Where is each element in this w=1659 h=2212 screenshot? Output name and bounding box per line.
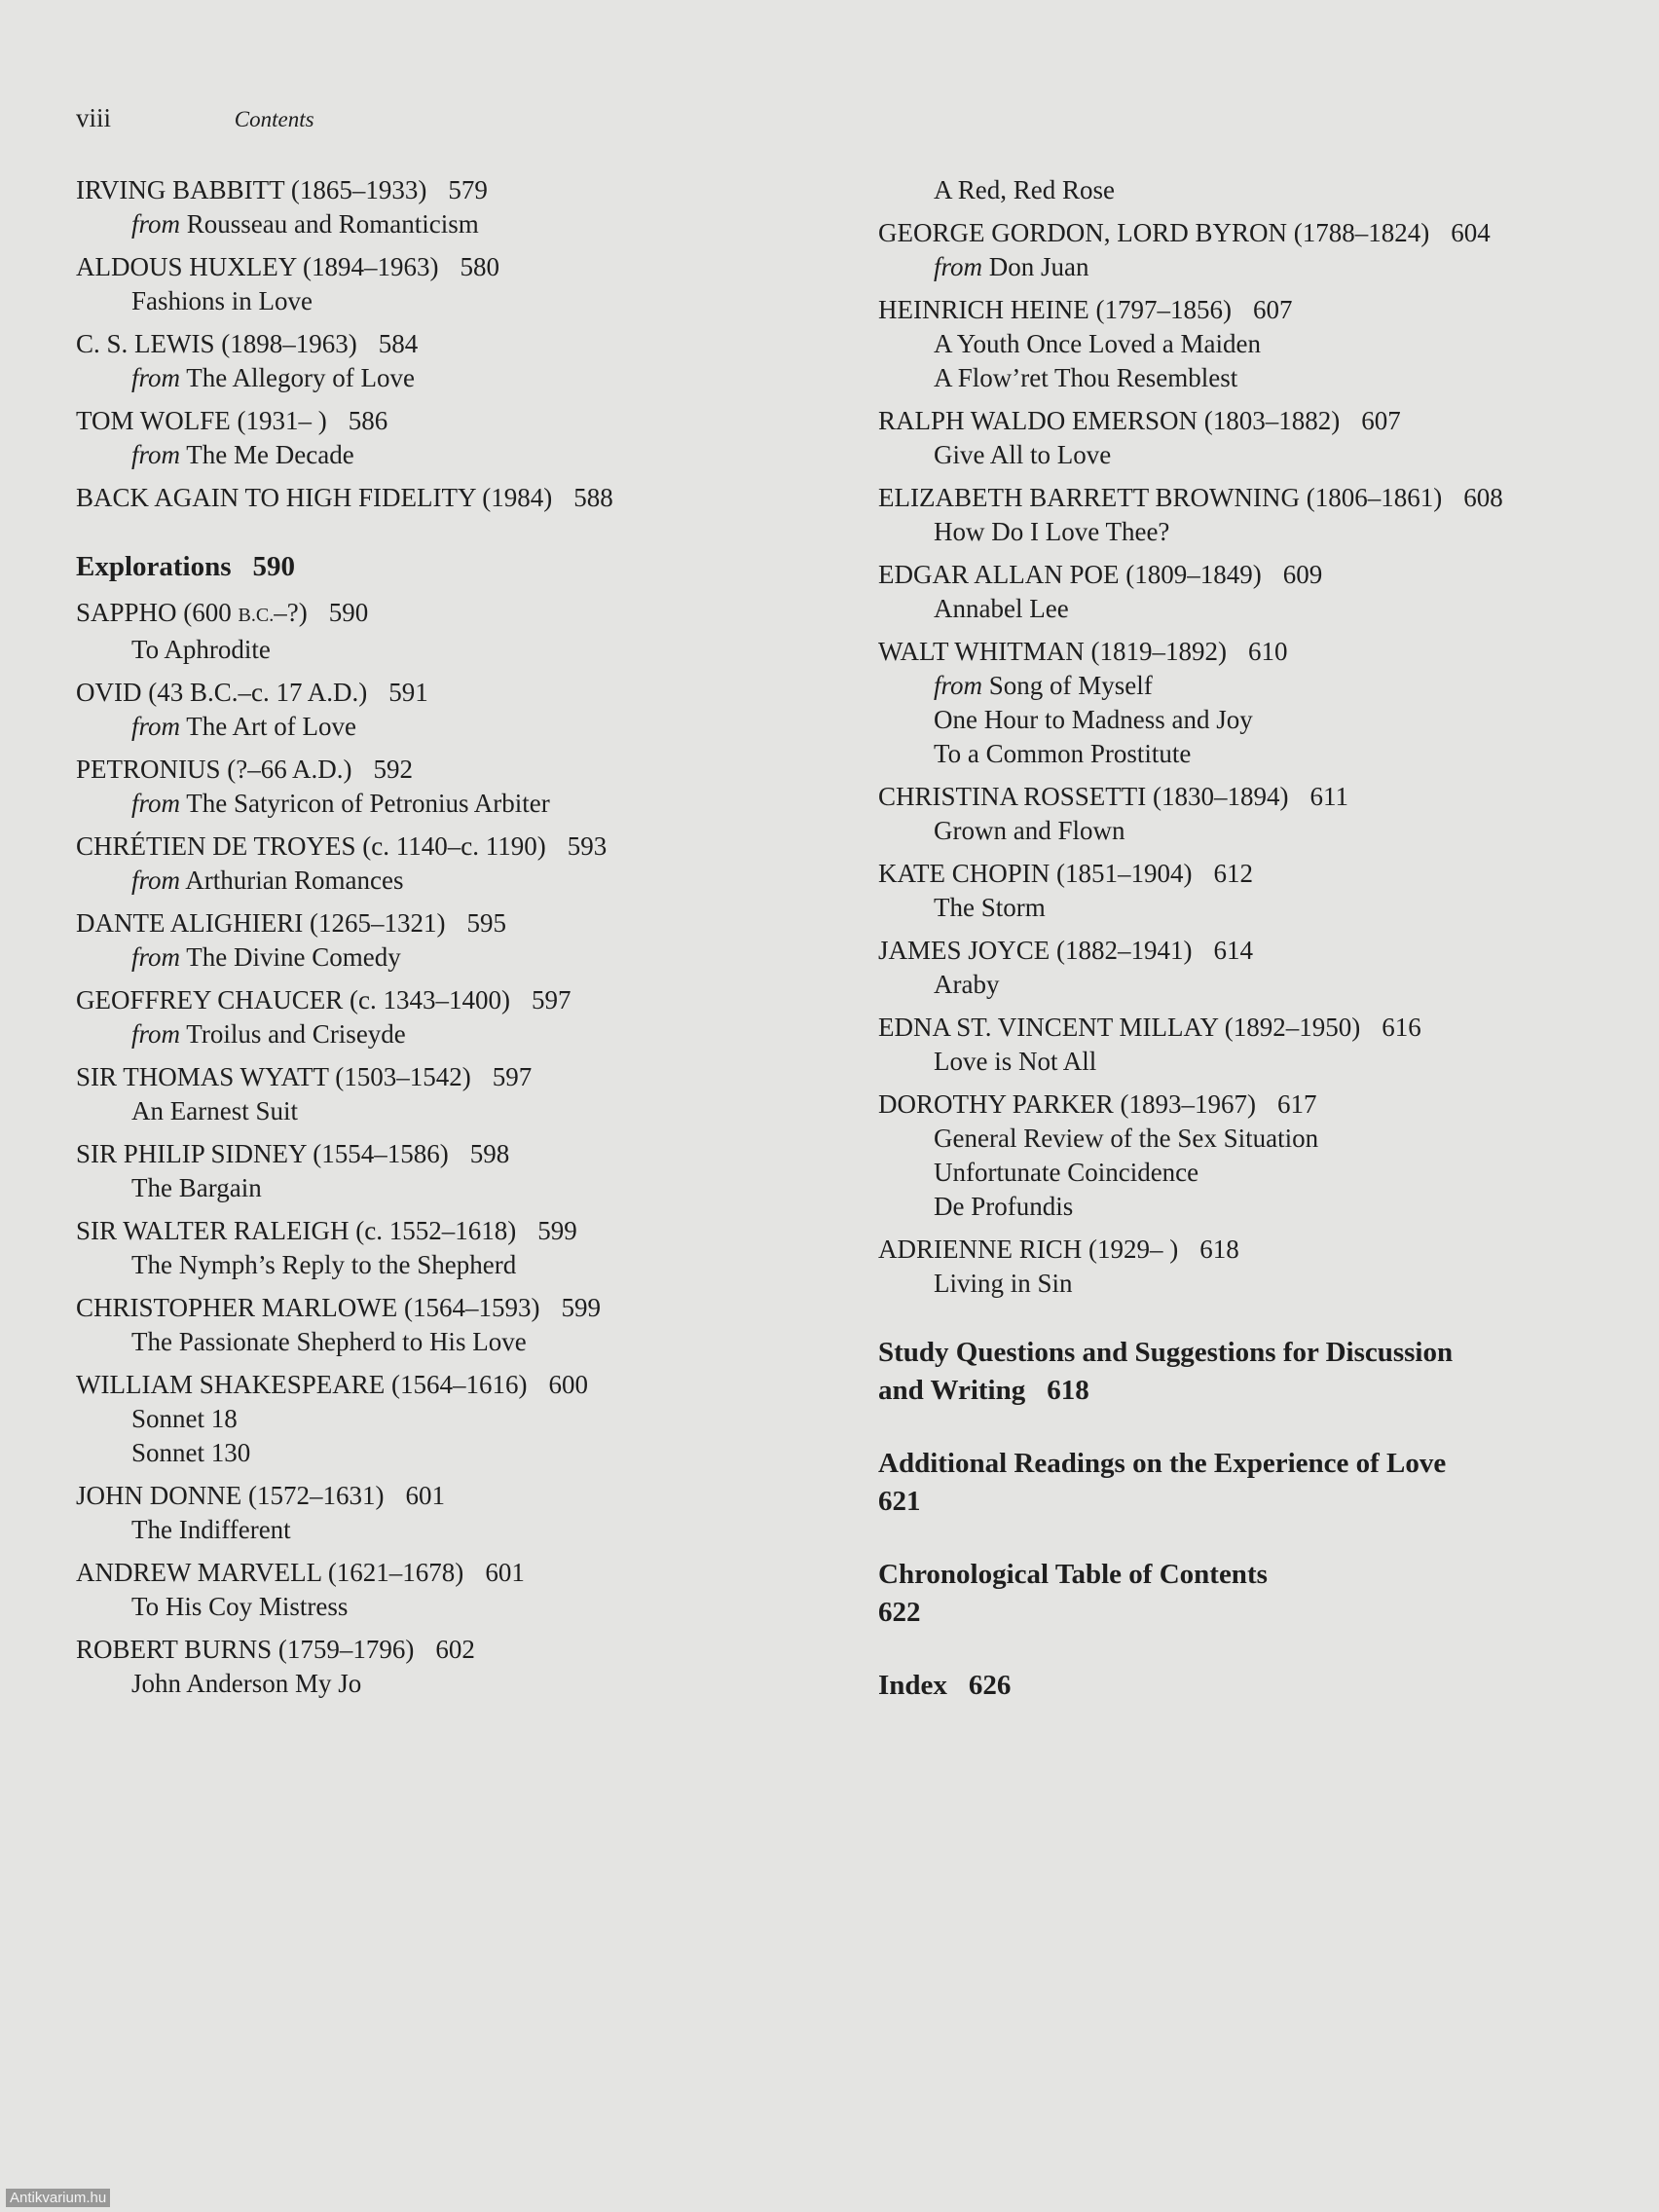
work-title: Don Juan bbox=[988, 252, 1089, 281]
heading-line bbox=[878, 1483, 1638, 1521]
work-title-line bbox=[878, 361, 1638, 395]
author-name: IRVING BABBITT (1865–1933) bbox=[76, 175, 427, 204]
author-line bbox=[76, 1633, 835, 1667]
toc-entry bbox=[76, 983, 835, 1051]
work-title: How Do I Love Thee? bbox=[934, 517, 1170, 546]
author-line bbox=[76, 830, 835, 864]
work-title-line bbox=[878, 250, 1638, 284]
heading-page-number: 622 bbox=[878, 1597, 921, 1628]
section-title: Explorations bbox=[76, 551, 232, 582]
author-line bbox=[878, 481, 1638, 515]
work-title: Araby bbox=[934, 970, 1000, 999]
heading-text: Index bbox=[878, 1670, 947, 1701]
work-title: Love is Not All bbox=[934, 1047, 1097, 1076]
page-header bbox=[76, 103, 314, 133]
toc-entry bbox=[76, 327, 835, 395]
entry-page-number: 591 bbox=[388, 678, 428, 707]
back-matter-heading bbox=[878, 1667, 1638, 1705]
entry-page-number: 580 bbox=[460, 252, 499, 281]
author-line bbox=[878, 293, 1638, 327]
work-title-line bbox=[878, 438, 1638, 472]
author-line bbox=[76, 481, 835, 515]
author-name: CHRISTOPHER MARLOWE (1564–1593) bbox=[76, 1293, 540, 1322]
work-title: John Anderson My Jo bbox=[131, 1669, 362, 1698]
author-line bbox=[76, 676, 835, 710]
work-title: De Profundis bbox=[934, 1192, 1074, 1221]
work-title: The Me Decade bbox=[186, 440, 354, 469]
work-title: To a Common Prostitute bbox=[934, 739, 1192, 768]
author-name: JAMES JOYCE (1882–1941) bbox=[878, 936, 1193, 965]
work-title: To His Coy Mistress bbox=[131, 1592, 349, 1621]
entry-page-number: 616 bbox=[1382, 1013, 1421, 1042]
author-name: EDNA ST. VINCENT MILLAY (1892–1950) bbox=[878, 1013, 1361, 1042]
author-line bbox=[76, 1368, 835, 1402]
work-title-line bbox=[76, 1171, 835, 1205]
author-name: SIR THOMAS WYATT (1503–1542) bbox=[76, 1062, 471, 1091]
right-entries bbox=[878, 173, 1638, 1301]
entry-page-number: 611 bbox=[1309, 782, 1349, 811]
toc-entry bbox=[878, 857, 1638, 925]
entry-page-number: 597 bbox=[532, 985, 571, 1014]
work-title: A Youth Once Loved a Maiden bbox=[934, 329, 1261, 358]
toc-entry bbox=[76, 404, 835, 472]
work-title: The Storm bbox=[934, 893, 1046, 922]
toc-entry bbox=[878, 1233, 1638, 1301]
work-title: Annabel Lee bbox=[934, 594, 1069, 623]
work-title-line bbox=[76, 710, 835, 744]
work-title: Song of Myself bbox=[988, 671, 1153, 700]
from-label: from bbox=[131, 866, 181, 895]
work-title: The Art of Love bbox=[186, 712, 356, 741]
work-title-line bbox=[878, 327, 1638, 361]
author-name: SAPPHO (600 bbox=[76, 598, 239, 627]
running-title: Contents bbox=[234, 107, 314, 131]
entry-page-number: 601 bbox=[485, 1558, 525, 1587]
author-line bbox=[76, 327, 835, 361]
author-line bbox=[76, 906, 835, 940]
work-title: A Flow’ret Thou Resemblest bbox=[934, 363, 1238, 392]
work-title-line bbox=[878, 1122, 1638, 1156]
work-title-line bbox=[76, 207, 835, 241]
author-name: CHRÉTIEN DE TROYES (c. 1140–c. 1190) bbox=[76, 831, 546, 861]
author-line bbox=[878, 1088, 1638, 1122]
author-line bbox=[878, 635, 1638, 669]
work-title-line bbox=[76, 787, 835, 821]
heading-page-number: 618 bbox=[1047, 1375, 1089, 1406]
entry-page-number: 579 bbox=[448, 175, 488, 204]
toc-entry bbox=[878, 481, 1638, 549]
entry-page-number: 593 bbox=[567, 831, 608, 861]
toc-entry bbox=[76, 1633, 835, 1701]
work-title-line bbox=[878, 703, 1638, 737]
work-title-line bbox=[76, 1094, 835, 1128]
work-title: Arthurian Romances bbox=[185, 866, 404, 895]
work-title: The Divine Comedy bbox=[186, 942, 401, 972]
entry-page-number: 618 bbox=[1199, 1235, 1239, 1264]
from-label: from bbox=[131, 942, 181, 972]
author-name: ELIZABETH BARRETT BROWNING (1806–1861) bbox=[878, 483, 1443, 512]
work-title: Troilus and Criseyde bbox=[186, 1019, 406, 1049]
work-title: The Passionate Shepherd to His Love bbox=[131, 1327, 527, 1356]
toc-entry bbox=[878, 1088, 1638, 1224]
author-line bbox=[878, 934, 1638, 968]
work-title-line bbox=[76, 284, 835, 318]
author-name: DANTE ALIGHIERI (1265–1321) bbox=[76, 908, 446, 938]
work-title-line bbox=[76, 1402, 835, 1436]
heading-text: Study Questions and Suggestions for Discussion bbox=[878, 1337, 1454, 1368]
work-title-line bbox=[878, 814, 1638, 848]
author-line bbox=[878, 857, 1638, 891]
back-matter-heading bbox=[878, 1556, 1638, 1632]
work-title: The Indifferent bbox=[131, 1515, 291, 1544]
work-title-line bbox=[878, 1190, 1638, 1224]
entry-page-number: 607 bbox=[1361, 406, 1401, 435]
author-name: GEORGE GORDON, LORD BYRON (1788–1824) bbox=[878, 218, 1430, 247]
work-title: Living in Sin bbox=[934, 1269, 1073, 1298]
entry-page-number: 604 bbox=[1451, 218, 1491, 247]
work-title: A Red, Red Rose bbox=[934, 175, 1115, 204]
author-line bbox=[76, 1137, 835, 1171]
entry-page-number: 609 bbox=[1282, 560, 1323, 589]
author-line bbox=[76, 1291, 835, 1325]
toc-entry bbox=[76, 1291, 835, 1359]
work-title-line bbox=[76, 940, 835, 975]
toc-entry bbox=[76, 1060, 835, 1128]
work-title-line bbox=[76, 864, 835, 898]
back-matter-heading bbox=[878, 1334, 1638, 1410]
section-page-number: 590 bbox=[252, 551, 296, 582]
toc-entry bbox=[76, 1556, 835, 1624]
author-line bbox=[878, 404, 1638, 438]
heading-line bbox=[878, 1334, 1638, 1372]
work-title: General Review of the Sex Situation bbox=[934, 1124, 1319, 1153]
contents-right-column bbox=[878, 173, 1638, 1740]
toc-entry bbox=[878, 558, 1638, 626]
heading-text: Additional Readings on the Experience of Love bbox=[878, 1448, 1447, 1479]
work-title-line bbox=[76, 1325, 835, 1359]
toc-entry bbox=[878, 780, 1638, 848]
author-line bbox=[76, 404, 835, 438]
back-matter-heading bbox=[878, 1445, 1638, 1521]
author-line bbox=[76, 753, 835, 787]
work-title-line bbox=[878, 669, 1638, 703]
work-title: The Nymph’s Reply to the Shepherd bbox=[131, 1250, 517, 1279]
author-line bbox=[76, 596, 835, 633]
author-line bbox=[878, 780, 1638, 814]
author-name: JOHN DONNE (1572–1631) bbox=[76, 1481, 385, 1510]
toc-entry bbox=[76, 830, 835, 898]
work-title-line bbox=[76, 1436, 835, 1470]
author-name: CHRISTINA ROSSETTI (1830–1894) bbox=[878, 782, 1289, 811]
entry-page-number: 614 bbox=[1213, 936, 1254, 965]
heading-line bbox=[878, 1445, 1638, 1483]
heading-line bbox=[878, 1556, 1638, 1594]
entry-page-number: 601 bbox=[405, 1481, 445, 1510]
toc-entry bbox=[76, 596, 835, 667]
toc-entry bbox=[878, 635, 1638, 771]
work-title-line bbox=[76, 1590, 835, 1624]
author-name: ADRIENNE RICH (1929– ) bbox=[878, 1235, 1179, 1264]
author-line bbox=[76, 1479, 835, 1513]
work-title-line bbox=[76, 1017, 835, 1051]
author-name: EDGAR ALLAN POE (1809–1849) bbox=[878, 560, 1262, 589]
toc-entry bbox=[76, 173, 835, 241]
author-line bbox=[76, 1214, 835, 1248]
author-line bbox=[878, 216, 1638, 250]
toc-entry bbox=[76, 250, 835, 318]
author-dates-tail: –?) bbox=[274, 598, 308, 627]
work-title-line bbox=[76, 1248, 835, 1282]
work-title: The Allegory of Love bbox=[186, 363, 415, 392]
author-name: ROBERT BURNS (1759–1796) bbox=[76, 1635, 415, 1664]
work-title: Rousseau and Romanticism bbox=[186, 209, 479, 239]
heading-line bbox=[878, 1594, 1638, 1632]
work-title: The Satyricon of Petronius Arbiter bbox=[186, 789, 550, 818]
from-label: from bbox=[131, 712, 181, 741]
heading-line bbox=[878, 1667, 1638, 1705]
author-line bbox=[76, 983, 835, 1017]
work-title-line bbox=[76, 361, 835, 395]
work-title-line bbox=[878, 968, 1638, 1002]
author-line bbox=[878, 1011, 1638, 1045]
author-name: KATE CHOPIN (1851–1904) bbox=[878, 859, 1193, 888]
entry-page-number: 610 bbox=[1247, 637, 1288, 666]
toc-entry bbox=[878, 173, 1638, 207]
work-title-line bbox=[878, 737, 1638, 771]
entry-page-number: 590 bbox=[328, 598, 369, 627]
work-title: Sonnet 18 bbox=[131, 1404, 238, 1433]
author-name: TOM WOLFE (1931– ) bbox=[76, 406, 327, 435]
work-title-line bbox=[878, 515, 1638, 549]
from-label: from bbox=[131, 440, 181, 469]
entry-page-number: 586 bbox=[348, 406, 388, 435]
from-label: from bbox=[934, 252, 983, 281]
toc-entry bbox=[878, 293, 1638, 395]
toc-entry bbox=[76, 1137, 835, 1205]
author-name: HEINRICH HEINE (1797–1856) bbox=[878, 295, 1232, 324]
author-name: OVID (43 B.C.–c. 17 A.D.) bbox=[76, 678, 368, 707]
toc-entry bbox=[878, 404, 1638, 472]
work-title: Unfortunate Coincidence bbox=[934, 1158, 1199, 1187]
heading-text: Chronological Table of Contents bbox=[878, 1559, 1268, 1590]
entry-page-number: 599 bbox=[537, 1216, 577, 1245]
toc-entry bbox=[76, 906, 835, 975]
work-title-line bbox=[76, 1513, 835, 1547]
toc-entry bbox=[878, 934, 1638, 1002]
work-title-line bbox=[878, 173, 1638, 207]
work-title-line bbox=[878, 1267, 1638, 1301]
author-name: PETRONIUS (?–66 A.D.) bbox=[76, 755, 352, 784]
entry-page-number: 595 bbox=[466, 908, 506, 938]
work-title: Sonnet 130 bbox=[131, 1438, 251, 1467]
entry-page-number: 592 bbox=[373, 755, 413, 784]
entry-page-number: 608 bbox=[1463, 483, 1503, 512]
author-name: RALPH WALDO EMERSON (1803–1882) bbox=[878, 406, 1341, 435]
era-abbr: B.C. bbox=[238, 605, 275, 626]
heading-page-number: 621 bbox=[878, 1486, 921, 1517]
work-title: Grown and Flown bbox=[934, 816, 1125, 845]
work-title-line bbox=[878, 891, 1638, 925]
from-label: from bbox=[131, 1019, 181, 1049]
heading-page-number: 626 bbox=[968, 1670, 1012, 1701]
heading-line bbox=[878, 1372, 1638, 1410]
work-title: The Bargain bbox=[131, 1173, 262, 1202]
entry-page-number: 599 bbox=[561, 1293, 602, 1322]
entry-page-number: 602 bbox=[435, 1635, 475, 1664]
watermark: Antikvarium.hu bbox=[6, 2189, 110, 2207]
heading-text-cont: and Writing bbox=[878, 1375, 1026, 1406]
author-name: GEOFFREY CHAUCER (c. 1343–1400) bbox=[76, 985, 511, 1014]
author-line bbox=[76, 173, 835, 207]
author-line bbox=[76, 1060, 835, 1094]
author-line bbox=[76, 250, 835, 284]
author-name: SIR PHILIP SIDNEY (1554–1586) bbox=[76, 1139, 449, 1168]
author-name: WILLIAM SHAKESPEARE (1564–1616) bbox=[76, 1370, 528, 1399]
work-title: Fashions in Love bbox=[131, 286, 313, 315]
work-title-line bbox=[76, 438, 835, 472]
contents-left-column bbox=[76, 173, 835, 1710]
author-name: BACK AGAIN TO HIGH FIDELITY (1984) bbox=[76, 483, 553, 512]
entry-page-number: 612 bbox=[1213, 859, 1253, 888]
author-name: WALT WHITMAN (1819–1892) bbox=[878, 637, 1227, 666]
author-name: SIR WALTER RALEIGH (c. 1552–1618) bbox=[76, 1216, 517, 1245]
work-title-line bbox=[878, 1045, 1638, 1079]
toc-entry bbox=[76, 1214, 835, 1282]
work-title: To Aphrodite bbox=[131, 635, 271, 664]
work-title: One Hour to Madness and Joy bbox=[934, 705, 1253, 734]
toc-entry bbox=[76, 753, 835, 821]
work-title-line bbox=[878, 1156, 1638, 1190]
toc-entry bbox=[878, 1011, 1638, 1079]
toc-entry bbox=[76, 676, 835, 744]
page-number: viii bbox=[76, 103, 112, 132]
from-label: from bbox=[131, 789, 181, 818]
author-line bbox=[76, 1556, 835, 1590]
right-section-headings bbox=[878, 1334, 1638, 1705]
toc-entry bbox=[878, 216, 1638, 284]
work-title-line bbox=[878, 592, 1638, 626]
author-name: C. S. LEWIS (1898–1963) bbox=[76, 329, 357, 358]
entry-page-number: 597 bbox=[492, 1062, 533, 1091]
from-label: from bbox=[131, 209, 181, 239]
from-label: from bbox=[934, 671, 983, 700]
entry-page-number: 598 bbox=[469, 1139, 510, 1168]
author-name: DOROTHY PARKER (1893–1967) bbox=[878, 1089, 1257, 1119]
entry-page-number: 584 bbox=[378, 329, 419, 358]
entry-page-number: 607 bbox=[1252, 295, 1293, 324]
toc-entry bbox=[76, 1479, 835, 1547]
from-label: from bbox=[131, 363, 181, 392]
toc-entry bbox=[76, 1368, 835, 1470]
author-name: ANDREW MARVELL (1621–1678) bbox=[76, 1558, 464, 1587]
author-line bbox=[878, 1233, 1638, 1267]
work-title-line bbox=[76, 633, 835, 667]
entry-page-number: 600 bbox=[548, 1370, 588, 1399]
work-title-line bbox=[76, 1667, 835, 1701]
author-name: ALDOUS HUXLEY (1894–1963) bbox=[76, 252, 439, 281]
author-line bbox=[878, 558, 1638, 592]
section-heading bbox=[76, 548, 835, 586]
work-title: An Earnest Suit bbox=[131, 1096, 298, 1125]
toc-entry bbox=[76, 481, 835, 515]
entry-page-number: 617 bbox=[1277, 1089, 1317, 1119]
work-title: Give All to Love bbox=[934, 440, 1112, 469]
entry-page-number: 588 bbox=[573, 483, 613, 512]
